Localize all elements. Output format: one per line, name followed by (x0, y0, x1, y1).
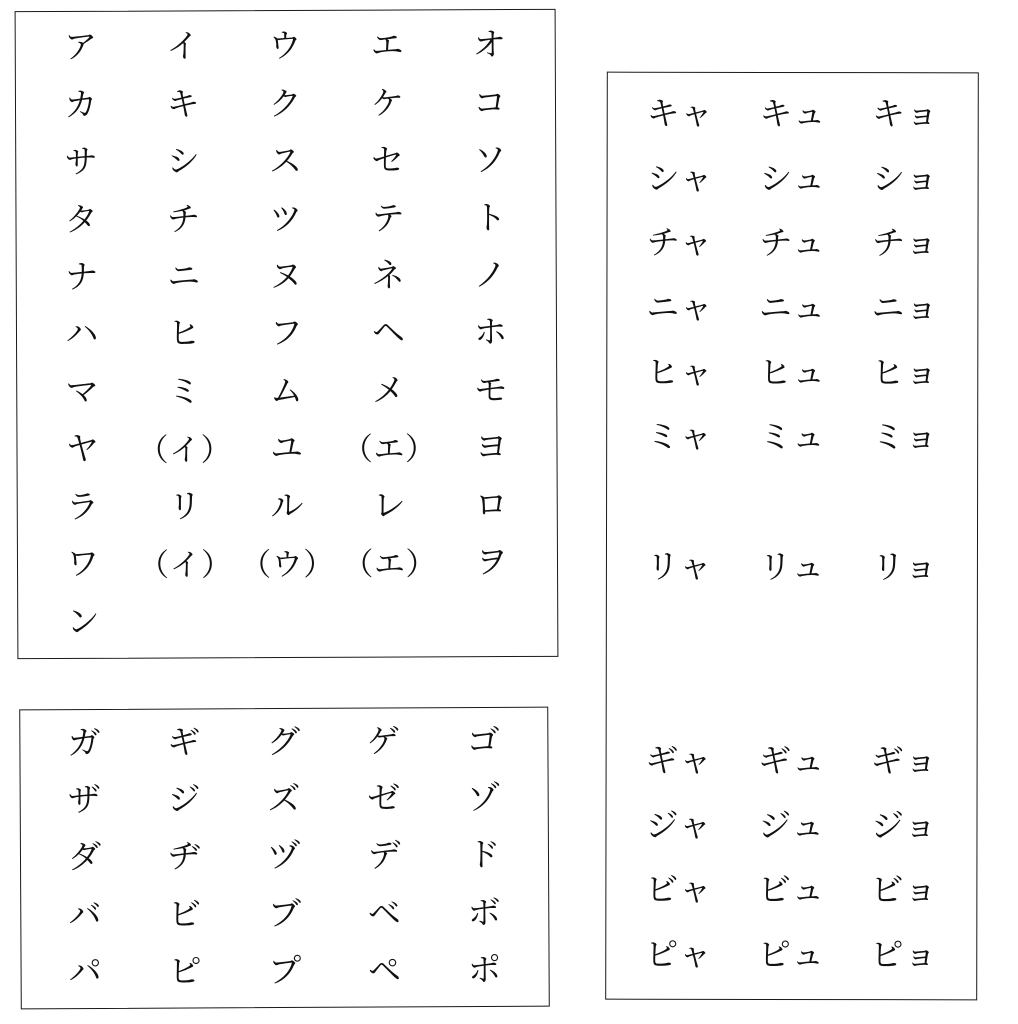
kana-cell: テ (371, 201, 406, 238)
kana-cell: ミョ (871, 420, 939, 457)
kana-cell: ピ (168, 954, 203, 991)
basic-katakana-grid (16, 10, 558, 658)
kana-cell: ゲ (366, 724, 401, 761)
kana-cell: ゾ (466, 781, 501, 818)
kana-cell: シ (166, 144, 201, 181)
kana-cell: ネ (371, 258, 406, 295)
kana-cell-empty (848, 471, 961, 536)
kana-cell: コ (473, 85, 507, 122)
kana-cell: キ (166, 87, 201, 124)
kana-cell-empty (134, 594, 236, 652)
kana-cell: ヒュ (758, 355, 826, 392)
kana-cell-empty (441, 592, 543, 650)
kana-cell: セ (371, 143, 405, 180)
kana-cell: メ (372, 373, 406, 410)
kana-cell: ヘ (371, 315, 406, 353)
kana-cell: パ (68, 954, 103, 992)
kana-cell: ザ (67, 783, 102, 820)
kana-cell: ス (268, 144, 303, 181)
kana-cell: キャ (646, 96, 714, 133)
kana-cell: ハ (65, 317, 99, 354)
kana-cell: ジュ (758, 808, 825, 845)
kana-cell-empty (339, 593, 441, 651)
kana-cell: バ (68, 897, 103, 934)
kana-cell: プ (268, 953, 302, 990)
kana-cell: ビャ (645, 873, 713, 910)
kana-cell: リ (168, 489, 202, 526)
kana-cell-empty (623, 471, 736, 536)
kana-cell-empty (735, 665, 848, 730)
kana-cell: ポ (467, 952, 502, 989)
kana-cell-empty (736, 471, 849, 536)
kana-cell: ケ (370, 86, 405, 123)
kana-cell: ラ (66, 489, 100, 526)
kana-cell: オ (472, 28, 507, 65)
kana-cell: ニャ (646, 290, 714, 327)
kana-cell: デ (367, 838, 402, 876)
kana-cell: ジャ (645, 808, 713, 845)
kana-cell: ン (66, 604, 101, 641)
kana-cell: ニョ (871, 291, 939, 328)
youon-grid (606, 73, 978, 1000)
kana-cell: （エ） (341, 431, 437, 468)
kana-cell: サ (64, 144, 99, 182)
kana-cell: チャ (646, 226, 713, 263)
youon-table (605, 72, 979, 1001)
kana-cell: ト (473, 200, 508, 237)
kana-cell: マ (65, 374, 100, 411)
kana-cell: ゴ (466, 723, 501, 761)
kana-cell: ヌ (269, 258, 304, 296)
kana-cell: ミャ (646, 420, 713, 457)
kana-cell: チ (166, 201, 201, 239)
kana-cell: ナ (65, 259, 99, 296)
kana-cell: ボ (467, 895, 502, 932)
kana-cell: ギャ (645, 743, 713, 780)
kana-cell: フ (269, 316, 304, 353)
kana-cell: ギュ (758, 743, 826, 781)
kana-cell-empty (848, 601, 961, 666)
kana-cell: ゼ (367, 781, 401, 818)
kana-cell: （ウ） (240, 547, 335, 583)
kana-cell-empty (237, 593, 339, 651)
kana-cell: ソ (473, 143, 507, 180)
kana-cell: ジ (167, 782, 202, 819)
kana-cell: ホ (474, 315, 508, 352)
kana-cell: ヒャ (646, 355, 714, 392)
kana-cell: ガ (67, 726, 102, 763)
kana-cell: グ (267, 725, 301, 762)
kana-cell: リャ (646, 549, 713, 586)
kana-cell: ダ (68, 840, 102, 877)
kana-cell: モ (474, 372, 508, 410)
kana-cell: ヨ (474, 430, 509, 467)
kana-cell: カ (64, 87, 98, 124)
kana-cell: ル (270, 488, 305, 525)
kana-cell: エ (370, 28, 405, 65)
kana-cell: シャ (646, 161, 714, 198)
kana-cell: ギ (167, 725, 201, 762)
kana-cell: ニュ (758, 290, 826, 328)
kana-cell: ショ (872, 161, 939, 198)
kana-cell: ム (269, 373, 304, 411)
kana-cell: チュ (759, 226, 826, 263)
kana-cell: ヒョ (871, 355, 939, 392)
kana-cell: ベ (367, 896, 402, 933)
kana-cell: ウ (268, 29, 303, 66)
dakuten-handakuten-table (19, 707, 550, 1010)
kana-cell: ヅ (267, 839, 302, 876)
kana-cell: ユ (270, 431, 304, 468)
kana-cell: ア (64, 30, 98, 67)
kana-cell: （イ） (137, 547, 233, 583)
kana-cell: ビョ (870, 873, 938, 910)
kana-cell: ペ (368, 953, 402, 990)
kana-cell: ド (467, 838, 501, 875)
kana-cell: ニ (167, 259, 201, 296)
kana-cell: イ (166, 29, 200, 66)
kana-cell: ビュ (757, 873, 825, 910)
kana-cell: ヒ (167, 316, 202, 354)
basic-katakana-table (15, 9, 559, 659)
kana-cell: ピュ (757, 938, 825, 975)
kana-cell: ミ (167, 374, 202, 411)
kana-cell-empty (735, 601, 848, 666)
kana-cell: ヲ (475, 545, 509, 582)
kana-cell: シュ (759, 161, 826, 198)
kana-cell: ジョ (870, 808, 938, 845)
kana-cell: リュ (758, 549, 825, 586)
kana-cell: ズ (267, 782, 302, 819)
kana-cell-empty (848, 666, 961, 731)
dakuten-grid (20, 708, 549, 1009)
kana-cell: ク (268, 86, 303, 123)
kana-cell: キュ (759, 96, 827, 133)
kana-cell-empty (623, 665, 736, 730)
kana-cell: ヤ (65, 432, 100, 469)
kana-cell: チョ (872, 226, 939, 263)
kana-cell: ミュ (758, 420, 826, 457)
kana-cell: ギョ (870, 744, 938, 781)
kana-cell: ノ (473, 258, 508, 295)
kana-cell: ブ (267, 896, 302, 933)
kana-cell: ピョ (870, 938, 938, 975)
kana-cell-empty (623, 600, 736, 665)
kana-cell: レ (372, 488, 407, 525)
kana-cell: ツ (269, 201, 303, 238)
kana-cell: タ (64, 202, 99, 239)
kana-cell: （エ） (342, 546, 438, 583)
kana-cell: ヂ (167, 839, 202, 877)
kana-cell: リョ (871, 549, 938, 587)
kana-cell: （イ） (137, 432, 233, 469)
kana-cell: ロ (474, 487, 509, 525)
kana-cell: ワ (66, 547, 100, 584)
kana-cell: ビ (168, 897, 202, 934)
kana-cell: キョ (871, 96, 939, 134)
kana-cell: ピャ (645, 937, 713, 975)
